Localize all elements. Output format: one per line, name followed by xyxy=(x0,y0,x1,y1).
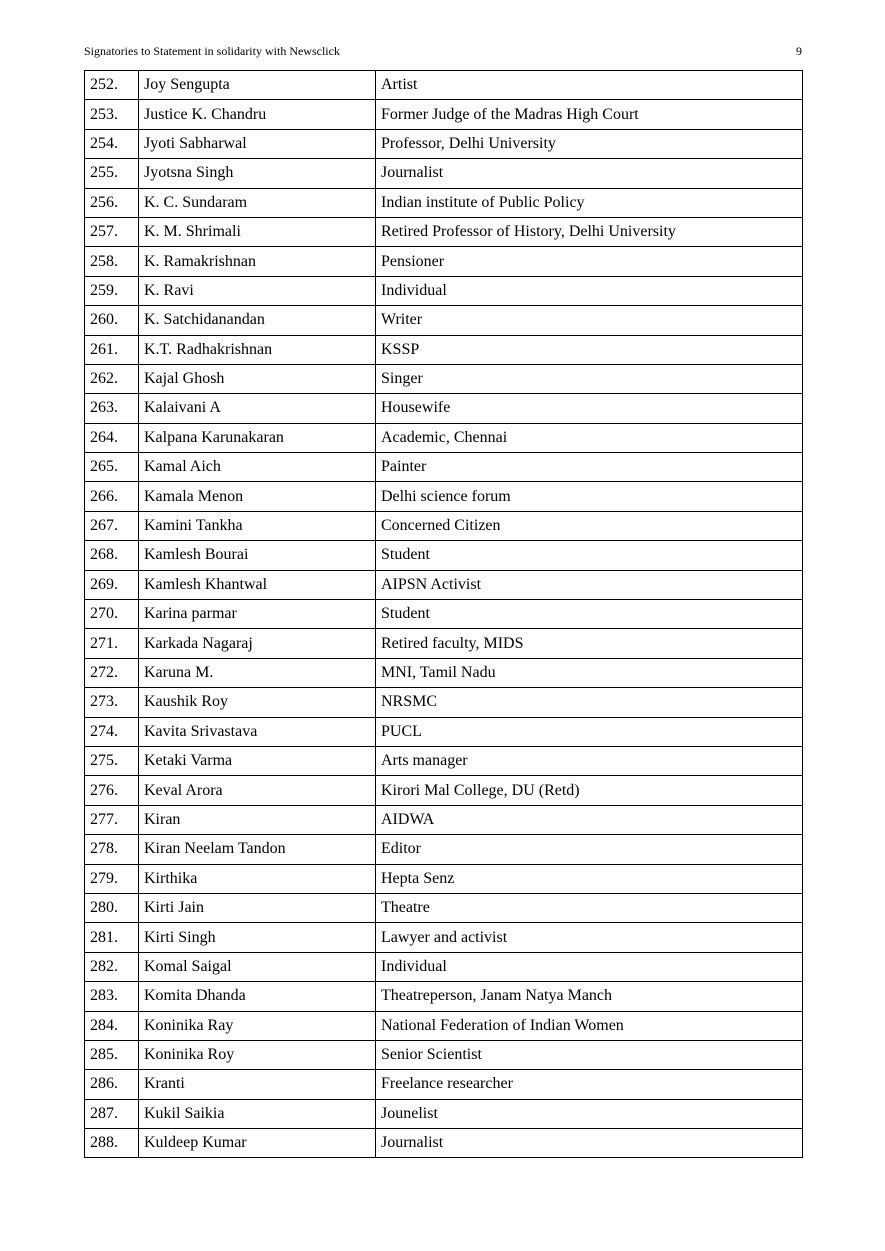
table-row xyxy=(85,188,803,217)
signatory-affiliation: Individual xyxy=(376,952,803,981)
signatory-affiliation: Housewife xyxy=(376,394,803,423)
row-number: 276. xyxy=(85,776,139,805)
signatory-affiliation: Individual xyxy=(376,276,803,305)
signatory-affiliation: Student xyxy=(376,541,803,570)
row-number: 277. xyxy=(85,805,139,834)
signatory-affiliation: Jounelist xyxy=(376,1099,803,1128)
signatory-affiliation: Delhi science forum xyxy=(376,482,803,511)
signatory-name: Kavita Srivastava xyxy=(139,717,376,746)
signatory-affiliation: Senior Scientist xyxy=(376,1040,803,1069)
signatory-name: Kirti Singh xyxy=(139,923,376,952)
signatories-table-body xyxy=(85,71,803,1158)
signatory-affiliation: AIDWA xyxy=(376,805,803,834)
signatory-affiliation: NRSMC xyxy=(376,688,803,717)
signatory-affiliation: Retired Professor of History, Delhi University xyxy=(376,217,803,246)
row-number: 271. xyxy=(85,629,139,658)
table-row xyxy=(85,247,803,276)
signatory-affiliation: Retired faculty, MIDS xyxy=(376,629,803,658)
row-number: 264. xyxy=(85,423,139,452)
signatory-affiliation: Freelance researcher xyxy=(376,1070,803,1099)
table-row xyxy=(85,688,803,717)
row-number: 266. xyxy=(85,482,139,511)
signatory-name: Kirti Jain xyxy=(139,893,376,922)
row-number: 285. xyxy=(85,1040,139,1069)
table-row xyxy=(85,893,803,922)
table-row xyxy=(85,864,803,893)
signatory-name: Kiran Neelam Tandon xyxy=(139,835,376,864)
signatory-affiliation: Journalist xyxy=(376,1129,803,1158)
row-number: 286. xyxy=(85,1070,139,1099)
signatory-name: Komita Dhanda xyxy=(139,982,376,1011)
signatory-affiliation: Hepta Senz xyxy=(376,864,803,893)
signatory-affiliation: Artist xyxy=(376,71,803,100)
table-row xyxy=(85,217,803,246)
table-row xyxy=(85,453,803,482)
signatory-name: Keval Arora xyxy=(139,776,376,805)
table-row xyxy=(85,335,803,364)
signatories-table xyxy=(84,70,803,1158)
row-number: 274. xyxy=(85,717,139,746)
signatory-affiliation: Theatre xyxy=(376,893,803,922)
row-number: 278. xyxy=(85,835,139,864)
table-row xyxy=(85,159,803,188)
row-number: 281. xyxy=(85,923,139,952)
signatory-affiliation: Lawyer and activist xyxy=(376,923,803,952)
row-number: 272. xyxy=(85,658,139,687)
signatory-name: Koninika Ray xyxy=(139,1011,376,1040)
table-row xyxy=(85,952,803,981)
signatory-affiliation: AIPSN Activist xyxy=(376,570,803,599)
table-row xyxy=(85,570,803,599)
signatory-name: Ketaki Varma xyxy=(139,746,376,775)
signatory-affiliation: Journalist xyxy=(376,159,803,188)
signatory-name: K. Satchidanandan xyxy=(139,306,376,335)
row-number: 257. xyxy=(85,217,139,246)
signatory-name: Koninika Roy xyxy=(139,1040,376,1069)
row-number: 275. xyxy=(85,746,139,775)
signatory-name: Kamal Aich xyxy=(139,453,376,482)
table-row xyxy=(85,423,803,452)
signatory-affiliation: Former Judge of the Madras High Court xyxy=(376,100,803,129)
signatory-name: K. Ravi xyxy=(139,276,376,305)
signatory-affiliation: Student xyxy=(376,600,803,629)
table-row xyxy=(85,1099,803,1128)
signatory-affiliation: Concerned Citizen xyxy=(376,511,803,540)
signatory-name: Karina parmar xyxy=(139,600,376,629)
signatory-affiliation: PUCL xyxy=(376,717,803,746)
table-row xyxy=(85,629,803,658)
signatory-name: K. C. Sundaram xyxy=(139,188,376,217)
signatory-name: Kalpana Karunakaran xyxy=(139,423,376,452)
signatory-name: Justice K. Chandru xyxy=(139,100,376,129)
row-number: 270. xyxy=(85,600,139,629)
table-row xyxy=(85,129,803,158)
row-number: 263. xyxy=(85,394,139,423)
signatory-name: K. Ramakrishnan xyxy=(139,247,376,276)
row-number: 287. xyxy=(85,1099,139,1128)
table-row xyxy=(85,541,803,570)
signatory-affiliation: National Federation of Indian Women xyxy=(376,1011,803,1040)
row-number: 258. xyxy=(85,247,139,276)
signatory-name: Jyoti Sabharwal xyxy=(139,129,376,158)
signatory-name: Kajal Ghosh xyxy=(139,364,376,393)
page-header xyxy=(84,42,802,60)
table-row xyxy=(85,658,803,687)
table-row xyxy=(85,276,803,305)
row-number: 262. xyxy=(85,364,139,393)
table-row xyxy=(85,1011,803,1040)
table-row xyxy=(85,805,803,834)
table-row xyxy=(85,982,803,1011)
signatory-name: Kirthika xyxy=(139,864,376,893)
document-title: Signatories to Statement in solidarity with Newsclick xyxy=(84,44,340,58)
row-number: 265. xyxy=(85,453,139,482)
signatory-name: Komal Saigal xyxy=(139,952,376,981)
signatory-affiliation: Academic, Chennai xyxy=(376,423,803,452)
signatory-affiliation: Singer xyxy=(376,364,803,393)
signatory-name: K.T. Radhakrishnan xyxy=(139,335,376,364)
row-number: 252. xyxy=(85,71,139,100)
table-row xyxy=(85,746,803,775)
signatory-name: Kranti xyxy=(139,1070,376,1099)
table-row xyxy=(85,100,803,129)
row-number: 288. xyxy=(85,1129,139,1158)
signatory-name: Karuna M. xyxy=(139,658,376,687)
row-number: 268. xyxy=(85,541,139,570)
signatory-affiliation: Indian institute of Public Policy xyxy=(376,188,803,217)
table-row xyxy=(85,1040,803,1069)
signatory-name: K. M. Shrimali xyxy=(139,217,376,246)
row-number: 269. xyxy=(85,570,139,599)
signatory-affiliation: MNI, Tamil Nadu xyxy=(376,658,803,687)
signatory-name: Kuldeep Kumar xyxy=(139,1129,376,1158)
signatory-name: Joy Sengupta xyxy=(139,71,376,100)
signatory-affiliation: Painter xyxy=(376,453,803,482)
table-row xyxy=(85,717,803,746)
row-number: 259. xyxy=(85,276,139,305)
signatory-affiliation: Arts manager xyxy=(376,746,803,775)
signatory-affiliation: Professor, Delhi University xyxy=(376,129,803,158)
row-number: 256. xyxy=(85,188,139,217)
signatory-name: Kalaivani A xyxy=(139,394,376,423)
row-number: 283. xyxy=(85,982,139,1011)
signatory-name: Karkada Nagaraj xyxy=(139,629,376,658)
signatory-affiliation: Editor xyxy=(376,835,803,864)
row-number: 280. xyxy=(85,893,139,922)
table-row xyxy=(85,394,803,423)
signatory-affiliation: Theatreperson, Janam Natya Manch xyxy=(376,982,803,1011)
signatory-name: Kiran xyxy=(139,805,376,834)
table-row xyxy=(85,511,803,540)
signatory-affiliation: Kirori Mal College, DU (Retd) xyxy=(376,776,803,805)
row-number: 273. xyxy=(85,688,139,717)
signatory-name: Kukil Saikia xyxy=(139,1099,376,1128)
signatory-name: Kamlesh Bourai xyxy=(139,541,376,570)
table-row xyxy=(85,482,803,511)
signatory-name: Kamini Tankha xyxy=(139,511,376,540)
table-row xyxy=(85,71,803,100)
row-number: 254. xyxy=(85,129,139,158)
signatory-name: Kaushik Roy xyxy=(139,688,376,717)
row-number: 267. xyxy=(85,511,139,540)
signatory-name: Jyotsna Singh xyxy=(139,159,376,188)
row-number: 282. xyxy=(85,952,139,981)
table-row xyxy=(85,835,803,864)
signatory-affiliation: Pensioner xyxy=(376,247,803,276)
signatory-affiliation: KSSP xyxy=(376,335,803,364)
table-row xyxy=(85,364,803,393)
row-number: 255. xyxy=(85,159,139,188)
row-number: 253. xyxy=(85,100,139,129)
row-number: 279. xyxy=(85,864,139,893)
row-number: 260. xyxy=(85,306,139,335)
table-row xyxy=(85,923,803,952)
table-row xyxy=(85,1129,803,1158)
table-row xyxy=(85,776,803,805)
page-number: 9 xyxy=(796,44,802,58)
signatory-name: Kamlesh Khantwal xyxy=(139,570,376,599)
table-row xyxy=(85,306,803,335)
table-row xyxy=(85,600,803,629)
row-number: 284. xyxy=(85,1011,139,1040)
signatory-affiliation: Writer xyxy=(376,306,803,335)
table-row xyxy=(85,1070,803,1099)
row-number: 261. xyxy=(85,335,139,364)
signatory-name: Kamala Menon xyxy=(139,482,376,511)
